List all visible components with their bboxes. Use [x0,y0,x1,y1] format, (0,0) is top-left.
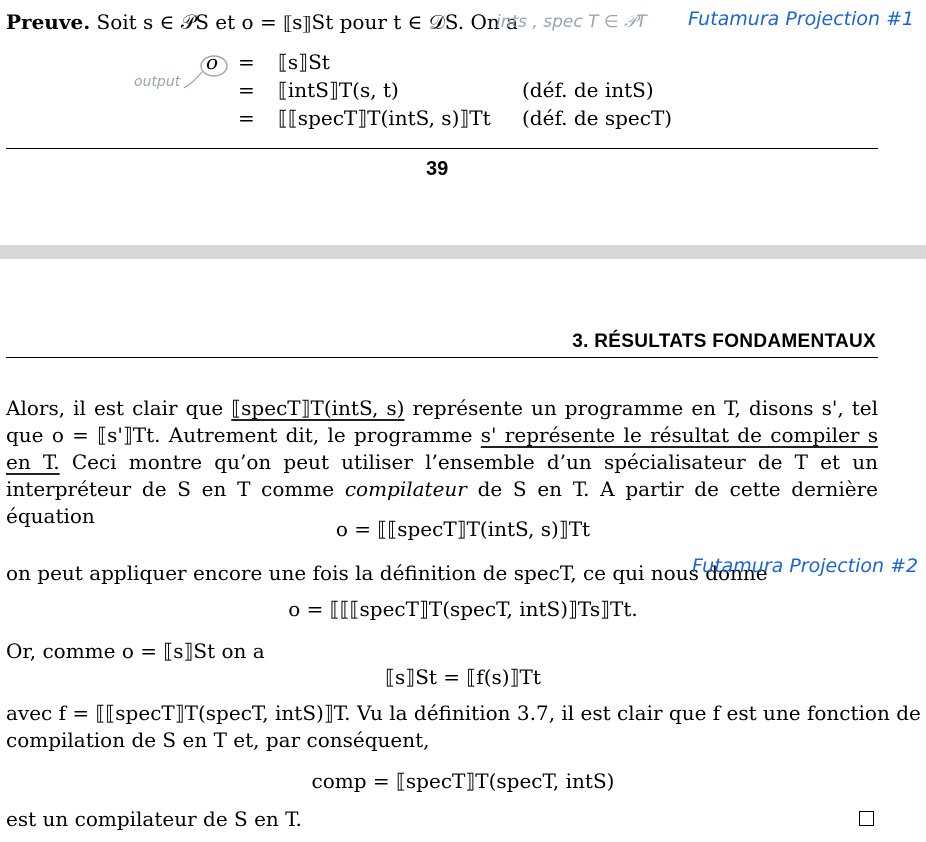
eq-comment-3: (déf. de specT) [522,106,673,130]
eq-sign-1: = [238,50,255,74]
paragraph-3: Or, comme o = ⟦s⟧St on a [6,639,265,663]
proof-label: Preuve. [6,10,91,34]
footer-rule [6,148,878,149]
equation-3: ⟦s⟧St = ⟦f(s)⟧Tt [385,665,541,689]
page-40-fragment [0,259,926,842]
equation-2: o = ⟦⟦⟦specT⟧T(specT, intS)⟧Ts⟧Tt. [288,597,638,621]
para1-underlined-expr: ⟦specT⟧T(intS, s) [231,396,405,420]
eq-sign-2: = [238,78,255,102]
para1-text-d: o = ⟦s'⟧Tt. Autrement dit, le programme [51,423,473,447]
handwritten-ints-note: ints , spec T ∈ 𝒫T [496,12,647,32]
eq-sign-3: = [238,106,255,130]
paragraph-4-line-1: avec f = ⟦⟦specT⟧T(specT, intS)⟧T. Vu la définition 3.7, il est clair que f est une fonction de [6,701,921,725]
para1-text-c: représente un programme en T, disons s', tel que [6,396,879,447]
page-number: 39 [426,158,449,180]
qed-box [859,811,874,826]
paragraph-1 [6,395,878,530]
handwritten-output-note: output [134,74,181,90]
equation-4: comp = ⟦specT⟧T(specT, intS) [311,769,615,793]
eq-lhs-o: o [206,50,219,74]
paragraph-5: est un compilateur de S en T. [6,807,302,831]
proof-text: Soit s ∈ 𝒫S et o = ⟦s⟧St pour t ∈ 𝒟S. On a [96,10,519,34]
eq-comment-2: (déf. de intS) [522,78,654,102]
page-39-fragment [0,0,926,245]
para1-text-f: Ceci [71,450,117,474]
handwritten-futamura-1: Futamura Projection #1 [688,8,915,30]
chapter-header: 3. RÉSULTATS FONDAMENTAUX [572,331,876,352]
equation-1: o = ⟦⟦specT⟧T(intS, s)⟧Tt [335,517,591,541]
eq-rhs-1: ⟦s⟧St [278,50,330,74]
paragraph-4-line-2: compilation de S en T et, par conséquent, [6,728,430,752]
proof-intro [6,10,518,34]
handwritten-futamura-2: Futamura Projection #2 [692,555,919,577]
para1-compilateur: compilateur [344,477,467,501]
para1-underlined-phrase: s' représente le résultat de compiler s en T. [6,423,878,474]
para1-text-a: Alors, il est clair que [6,396,224,420]
page-separator [0,245,926,259]
eq-rhs-2: ⟦intS⟧T(s, t) [278,78,399,102]
para1-text-g: montre qu’on peut utiliser l’ensemble d’un spécialisateur de T et un interpréteur de S en T comme [6,450,878,501]
paragraph-2: on peut appliquer encore une fois la définition de specT, ce qui nous donne [6,561,768,585]
eq-rhs-3: ⟦⟦specT⟧T(intS, s)⟧Tt [278,106,491,130]
para1-text-h: de S en T. A partir de cette dernière équation [6,477,878,528]
header-rule [6,357,878,358]
